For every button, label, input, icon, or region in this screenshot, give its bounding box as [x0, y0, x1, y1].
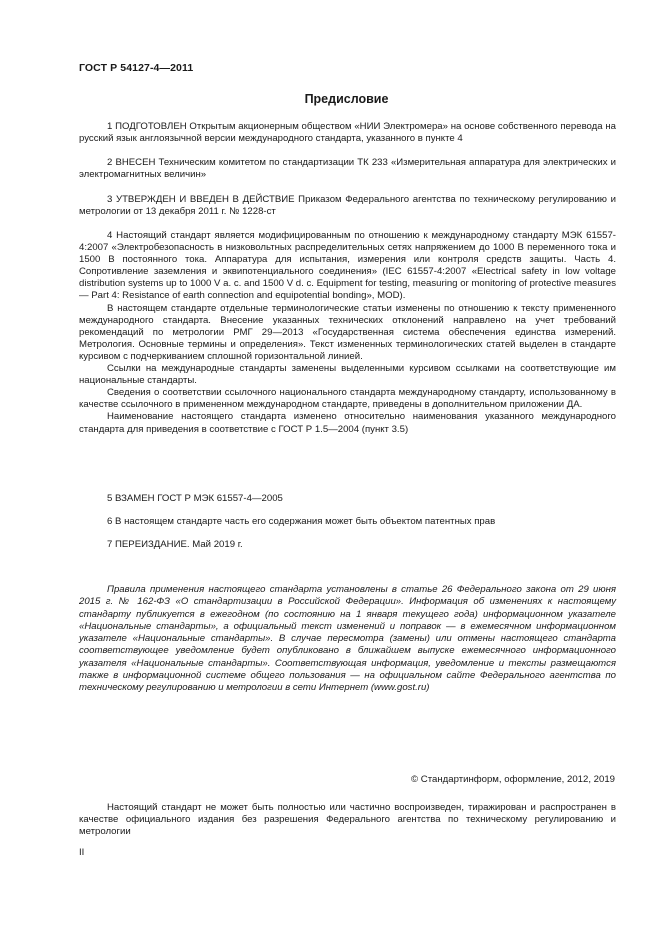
preface-item-4-terminology: В настоящем стандарте отдельные терминологические статьи изменены по отношению к тексту примененного международного стандарта. Внесение указанных технических отклонений направлено на учет требований рекомендаций по метрологии РМГ 29—2013 «Государственная система обеспечения единства измерений. Метрология. Основные термины и определения». Текст измененных терминологических статей выделен в стандарте курсивом с подчеркиванием сплошной горизонтальной линией. — [79, 302, 616, 362]
preface-item-4-title-change: Наименование настоящего стандарта изменено относительно наименования указанного международного стандарта для приведения в соответствие с ГОСТ Р 1.5—2004 (пункт 3.5) — [79, 411, 616, 435]
preface-item-3: 3 УТВЕРЖДЕН И ВВЕДЕН В ДЕЙСТВИЕ Приказом Федерального агентства по техническому регулированию и метрологии от 13 декабря 2011 г. № 1228-ст — [79, 194, 616, 218]
reproduction-rights-notice: Настоящий стандарт не может быть полностью или частично воспроизведен, тиражирован и распространен в качестве официального издания без разрешения Федерального агентства по техническому регулированию и метрологии — [79, 802, 616, 838]
preface-item-4: 4 Настоящий стандарт является модифицированным по отношению к международному стандарту МЭК 61557-4:2007 «Электробезопасность в низковольтных распределительных сетях напряжением до 1000 В переменного тока и 1500 В постоянного тока. Аппаратура для испытания, измерения или контроля средств защиты. Часть 4. Сопротивление заземления и эквипотенциального соединения» (IEC 61557-4:2007 «Electrical safety in low voltage distribution systems up to 1000 V a. c. and 1500 V d. c. Equipment for testing, measuring or monitoring of protective measures — Part 4: Resistance of earth connection and equipotential bonding», MOD). — [79, 230, 616, 302]
preface-item-7: 7 ПЕРЕИЗДАНИЕ. Май 2019 г. — [107, 539, 243, 550]
preface-item-6: 6 В настоящем стандарте часть его содержания может быть объектом патентных прав — [107, 516, 496, 527]
preface-section-2 — [79, 157, 616, 181]
preface-section-6 — [79, 516, 616, 528]
preface-section-5 — [79, 493, 616, 505]
preface-section-4 — [79, 230, 616, 436]
preface-section-7 — [79, 539, 616, 551]
preface-item-4-references: Ссылки на международные стандарты заменены выделенными курсивом ссылками на соответствующие им национальные стандарты. — [79, 363, 616, 387]
preface-section-1 — [79, 121, 616, 145]
preface-item-2: 2 ВНЕСЕН Техническим комитетом по стандартизации ТК 233 «Измерительная аппаратура для электрических и электромагнитных величин» — [79, 157, 616, 181]
preface-item-4-conformity: Сведения о соответствии ссылочного национального стандарта международному стандарту, использованному в качестве ссылочного в примененном международном стандарте, приведены в дополнительном приложении ДА. — [79, 387, 616, 411]
standard-code-header: ГОСТ Р 54127-4—2011 — [79, 62, 194, 74]
rules-of-application-notice: Правила применения настоящего стандарта установлены в статье 26 Федерального закона от 29 июня 2015 г. № 162-ФЗ «О стандартизации в Российской Федерации». Информация об изменениях к настоящему стандарту публикуется в ежегодном (по состоянию на 1 января текущего года) информационном указателе «Национальные стандарты», а официальный текст изменений и поправок — в ежемесячном информационном указателе «Национальные стандарты». В случае пересмотра (замены) или отмены настоящего стандарта соответствующее уведомление будет опубликовано в ближайшем выпуске ежемесячного информационного указателя «Национальные стандарты». Соответствующая информация, уведомление и тексты размещаются также в информационной системе общего пользования — на официальном сайте Федерального агентства по техническому регулированию и метрологии в сети Интернет (www.gost.ru) — [79, 584, 616, 694]
page-title: Предисловие — [304, 92, 389, 106]
page-number: II — [79, 847, 85, 858]
copyright-line: © Стандартинформ, оформление, 2012, 2019 — [411, 774, 615, 785]
preface-item-5: 5 ВЗАМЕН ГОСТ Р МЭК 61557-4—2005 — [107, 493, 283, 504]
preface-item-1: 1 ПОДГОТОВЛЕН Открытым акционерным обществом «НИИ Электромера» на основе собственного перевода на русский язык англоязычной версии международного стандарта, указанного в пункте 4 — [79, 121, 616, 145]
preface-section-3 — [79, 194, 616, 218]
